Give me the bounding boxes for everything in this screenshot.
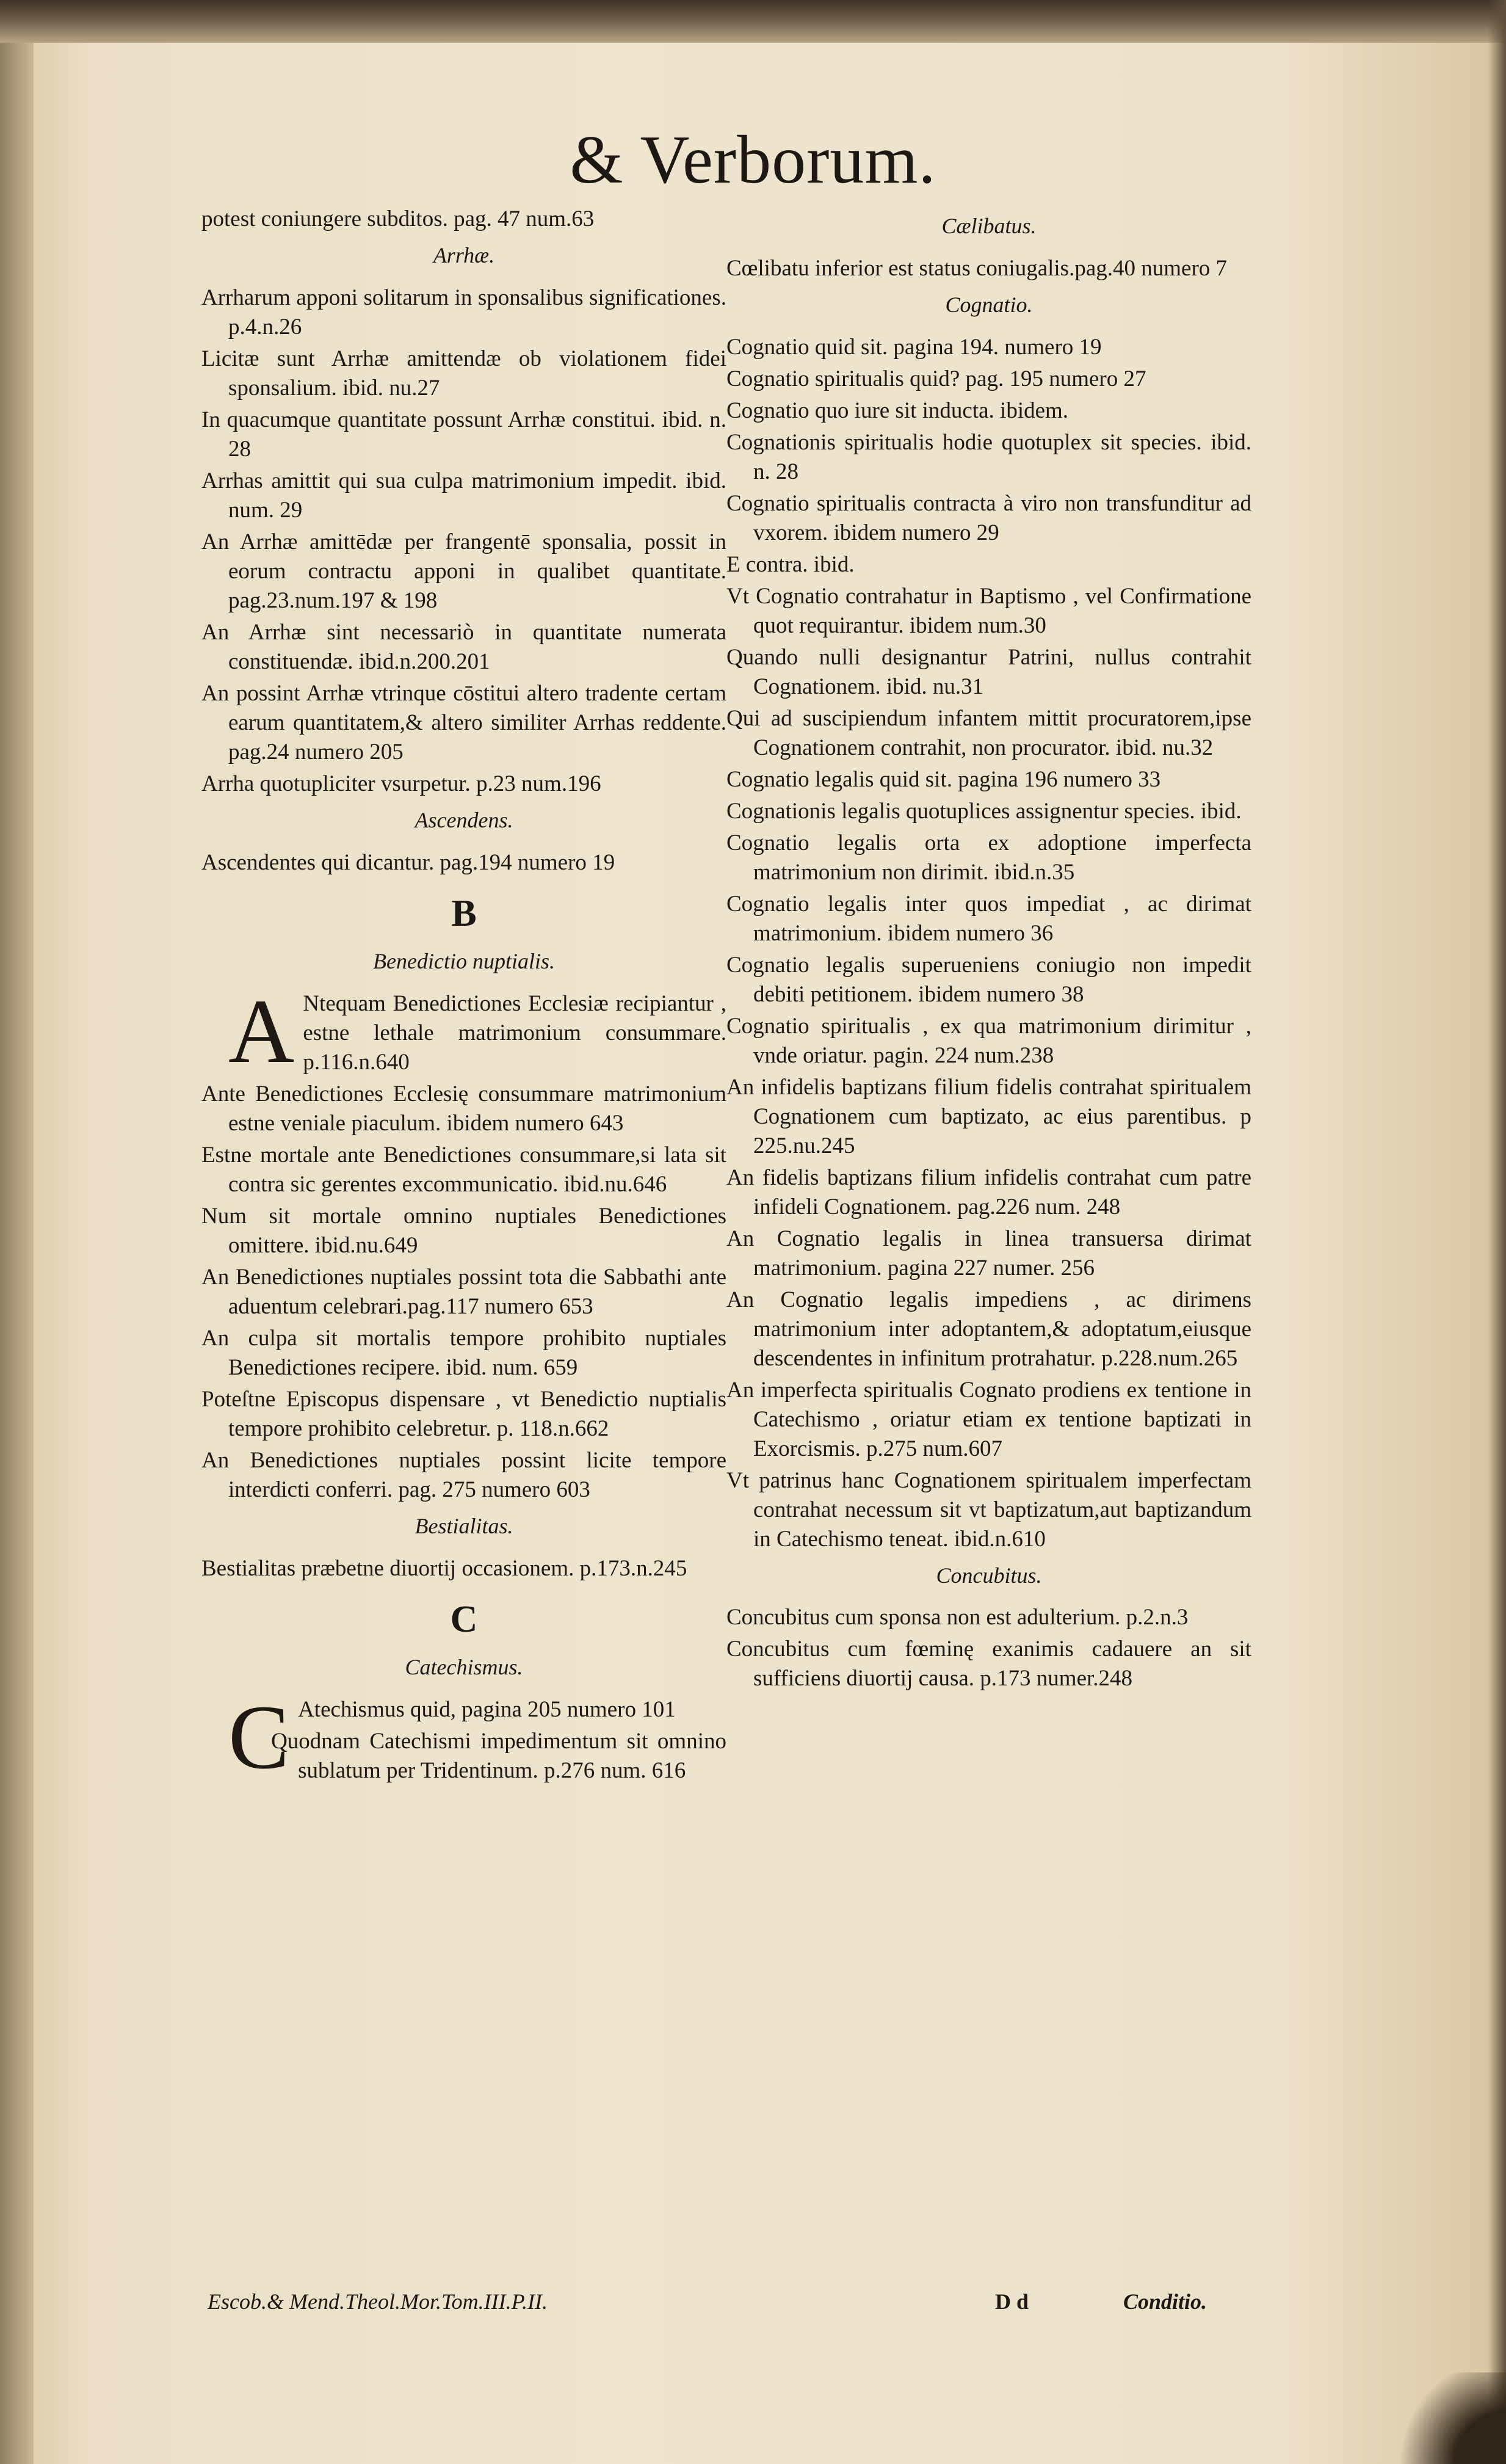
- section-heading-bestialitas: Bestialitas.: [415, 1513, 513, 1538]
- index-entry: Cognatio spiritualis contracta à viro non transfunditur ad vxorem. ibidem numero 29: [726, 490, 1251, 545]
- index-entry: An Cognatio legalis in linea transuersa dirimat matrimonium. pagina 227 numer. 256: [726, 1226, 1251, 1281]
- section-heading-arrhae: Arrhæ.: [433, 243, 495, 267]
- index-entry: Quodnam Catechismi impedimentum sit omnino sublatum per Tridentinum. p.276 num. 616: [271, 1728, 726, 1783]
- section-heading-catechismus: Catechismus.: [405, 1654, 523, 1679]
- index-entry: Concubitus cum fœminę exanimis cadauere an sit sufficiens diuortij causa. p.173 numer.248: [726, 1637, 1251, 1692]
- index-entry: Vt patrinus hanc Cognationem spiritualem imperfectam contrahat necessum sit vt baptizatum,aut baptizandum in Catechismo teneat. ibid.n.610: [726, 1467, 1251, 1552]
- section-heading-caelibatus: Cælibatus.: [941, 214, 1037, 238]
- index-entry: Cognationis legalis quotuplices assignentur species. ibid.: [726, 798, 1242, 824]
- footer-catchword: Conditio.: [1123, 2289, 1207, 2314]
- index-entry: Licitæ sunt Arrhæ amittendæ ob violationem fidei sponsalium. ibid. nu.27: [201, 346, 726, 401]
- index-entry: Quando nulli designantur Patrini, nullus contrahit Cognationem. ibid. nu.31: [726, 644, 1251, 699]
- index-entry: An fidelis baptizans filium infidelis contrahat cum patre infideli Cognationem. pag.226 num. 248: [726, 1165, 1251, 1219]
- entry-text: Ntequam Benedictiones Ecclesiæ recipiantur , estne lethale matrimonium consummare. p.116.n.640: [303, 990, 726, 1075]
- index-entry: Cognatio spiritualis quid? pag. 195 numero 27: [726, 366, 1146, 391]
- index-entry: An Benedictiones nuptiales possint licite tempore interdicti conferri. pag. 275 numero 603: [201, 1447, 726, 1502]
- entry-text: Atechismus quid, pagina 205 numero 101: [298, 1696, 676, 1722]
- index-entry: Qui ad suscipiendum infantem mittit procuratorem,ipse Cognationem contrahit, non procurator. ibid. nu.32: [726, 705, 1251, 760]
- index-entry: Vt Cognatio contrahatur in Baptismo , vel Confirmatione quot requirantur. ibidem num.30: [726, 583, 1251, 638]
- left-column: [201, 205, 726, 2336]
- index-entry: An Benedictiones nuptiales possint tota die Sabbathi ante aduentum celebrari.pag.117 numero 653: [201, 1264, 726, 1319]
- index-entry: Bestialitas præbetne diuortij occasionem. p.173.n.245: [201, 1555, 687, 1581]
- index-entry: Cognationis spiritualis hodie quotuplex sit species. ibid. n. 28: [726, 429, 1251, 484]
- index-entry: Arrha quotupliciter vsurpetur. p.23 num.196: [201, 771, 601, 796]
- index-entry: Cognatio quo iure sit inducta. ibidem.: [726, 398, 1069, 423]
- index-entry: Estne mortale ante Benedictiones consummare,si lata sit contra sic gerentes excommunicatio. ibid.nu.646: [201, 1142, 726, 1197]
- index-entry: Cognatio quid sit. pagina 194. numero 19: [726, 334, 1102, 360]
- section-heading-ascendens: Ascendens.: [415, 807, 513, 832]
- section-heading-cognatio: Cognatio.: [945, 292, 1033, 317]
- section-heading-benedictio: Benedictio nuptialis.: [373, 948, 555, 973]
- index-entry: Ante Benedictiones Ecclesię consummare matrimonium estne veniale piaculum. ibidem numero 643: [201, 1081, 726, 1136]
- index-entry: An Cognatio legalis impediens , ac dirimens matrimonium inter adoptantem,& adoptatum,eiusque descendentes in infinitum protrahatur. p.228.num.265: [726, 1287, 1251, 1371]
- index-entry: An Arrhæ sint necessariò in quantitate numerata constituendæ. ibid.n.200.201: [201, 619, 726, 674]
- index-entry: potest coniungere subditos. pag. 47 num.63: [201, 206, 595, 231]
- index-entry: An Arrhæ amittēdæ per frangentē sponsalia, possit in eorum contractu apponi in qualibet quantitate. pag.23.num.197 & 198: [201, 529, 726, 613]
- index-entry: An imperfecta spiritualis Cognato prodiens ex tentione in Catechismo , oriatur etiam ex tentione baptizati in Exorcismis. p.275 num.607: [726, 1377, 1251, 1461]
- page-corner-shadow: [1390, 2372, 1506, 2464]
- section-heading-concubitus: Concubitus.: [936, 1563, 1042, 1588]
- index-entry: Cognatio legalis superueniens coniugio non impedit debiti petitionem. ibidem numero 38: [726, 952, 1251, 1007]
- index-entry: Poteſtne Episcopus dispensare , vt Benedictio nuptialis tempore prohibito celebretur. p. 118.n.662: [201, 1386, 726, 1441]
- alphabet-letter-b: B: [451, 892, 477, 934]
- index-entry: Arrharum apponi solitarum in sponsalibus significationes. p.4.n.26: [201, 285, 726, 340]
- index-entry: Cognatio legalis inter quos impediat , ac dirimat matrimonium. ibidem numero 36: [726, 891, 1251, 946]
- drop-cap-letter: A: [228, 980, 295, 1082]
- index-entry: Cognatio spiritualis , ex qua matrimonium dirimitur , vnde oriatur. pagin. 224 num.238: [726, 1013, 1251, 1068]
- drop-cap-letter: C: [228, 1686, 290, 1788]
- page-footer: [201, 2289, 1251, 2325]
- footer-signature-mark: D d: [995, 2289, 1029, 2314]
- index-entry: E contra. ibid.: [726, 551, 855, 577]
- right-column: [726, 205, 1251, 2336]
- page-top-edge: [0, 0, 1506, 43]
- index-entry: An culpa sit mortalis tempore prohibito nuptiales Benedictiones recipere. ibid. num. 659: [201, 1325, 726, 1380]
- index-entry: Cognatio legalis quid sit. pagina 196 numero 33: [726, 766, 1161, 792]
- index-entry: Concubitus cum sponsa non est adulterium. p.2.n.3: [726, 1605, 1189, 1630]
- index-entry: An possint Arrhæ vtrinque cōstitui altero tradente certam earum quantitatem,& altero similiter Arrhas reddente. pag.24 numero 205: [201, 680, 726, 765]
- index-entry: Ascendentes qui dicantur. pag.194 numero 19: [201, 849, 615, 875]
- binding-margin: [0, 43, 34, 2464]
- page-right-edge: [1488, 0, 1506, 2464]
- index-entry: An infidelis baptizans filium fidelis contrahat spiritualem Cognationem cum baptizato, ac eius parentibus. p 225.nu.245: [726, 1074, 1251, 1158]
- alphabet-letter-c: C: [450, 1598, 478, 1640]
- index-entry: Cognatio legalis orta ex adoptione imperfecta matrimonium non dirimit. ibid.n.35: [726, 830, 1251, 885]
- index-entry: [201, 980, 726, 1082]
- index-entry: Num sit mortale omnino nuptiales Benedictiones omittere. ibid.nu.649: [201, 1203, 726, 1258]
- footer-book-title: Escob.& Mend.Theol.Mor.Tom.III.P.II.: [208, 2289, 548, 2314]
- running-header: & Verborum.: [570, 122, 936, 198]
- index-entry: In quacumque quantitate possunt Arrhæ constitui. ibid. n. 28: [201, 407, 726, 462]
- index-entry: Cœlibatu inferior est status coniugalis.pag.40 numero 7: [726, 255, 1228, 281]
- index-entry: Arrhas amittit qui sua culpa matrimonium impedit. ibid. num. 29: [201, 468, 726, 523]
